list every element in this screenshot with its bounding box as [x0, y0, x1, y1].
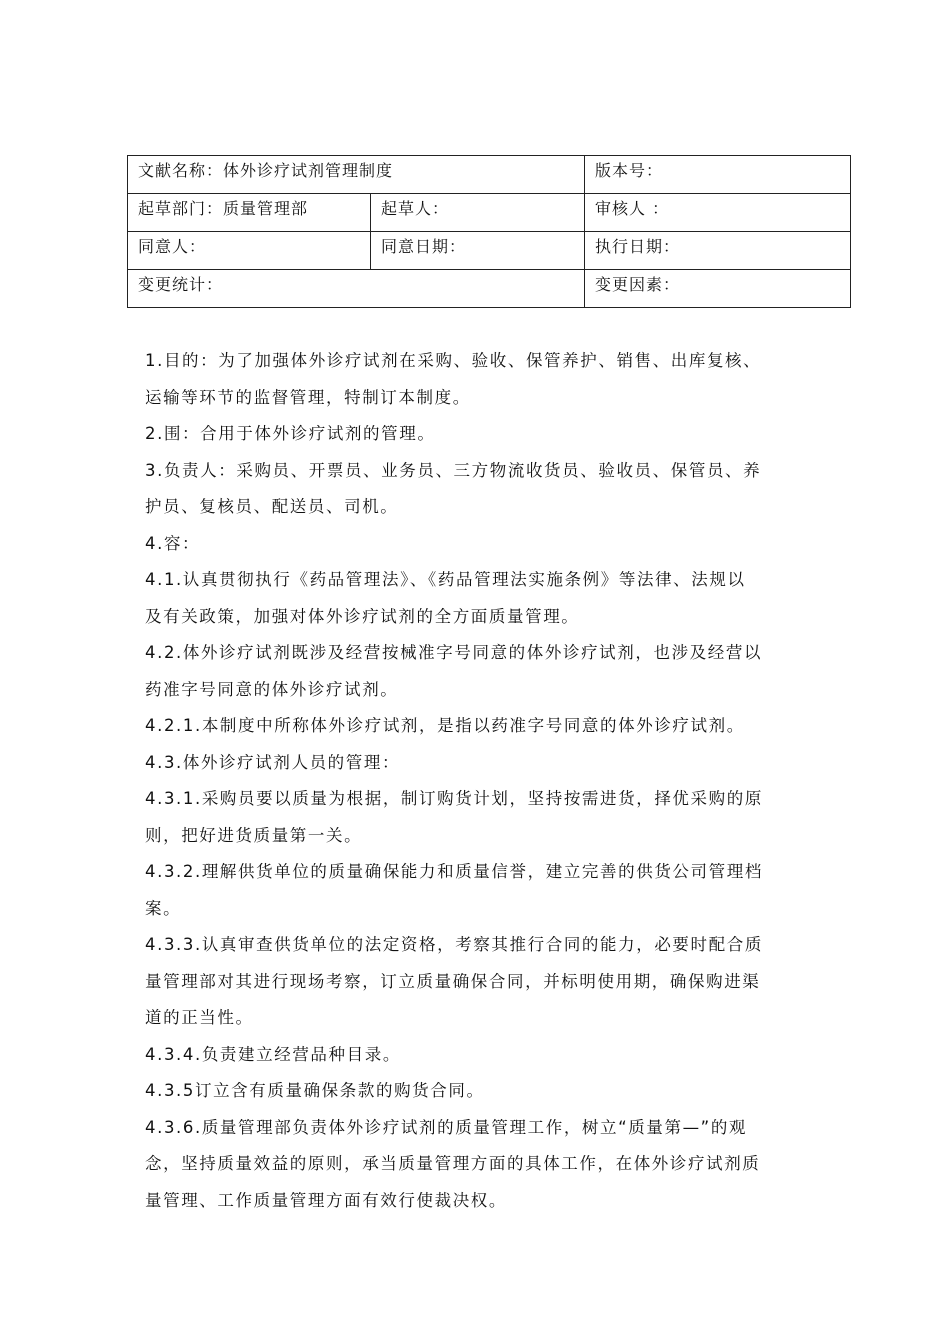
- header-row-1: [128, 156, 851, 194]
- header-row-4: [128, 270, 851, 308]
- body-line: 道的正当性。: [145, 1008, 254, 1027]
- body-line: 药准字号同意的体外诊疗试剂。: [145, 679, 399, 699]
- body-line: 4.3.1.采购员要以质量为根据，制订购货计划，坚持按需进货，择优采购的原: [145, 789, 763, 808]
- body-line: 4.1.认真贯彻执行《药品管理法》、《药品管理法实施条例》等法律、法规以: [145, 570, 746, 589]
- draft-dept-cell: 起草部门：质量管理部: [128, 194, 371, 232]
- body-line: 4.3.5订立含有质量确保条款的购货合同。: [145, 1081, 485, 1100]
- body-line: 4.3.3.认真审查供货单位的法定资格，考察其推行合同的能力，必要时配合质: [145, 935, 763, 954]
- document-body: [145, 343, 805, 1219]
- drafter-cell: 起草人：: [371, 194, 585, 232]
- body-line: 4.2.体外诊疗试剂既涉及经营按械准字号同意的体外诊疗试剂，也涉及经营以: [145, 643, 763, 662]
- body-line: 则，把好进货质量第一关。: [145, 825, 363, 845]
- body-line: 4.2.1.本制度中所称体外诊疗试剂，是指以药准字号同意的体外诊疗试剂。: [145, 716, 745, 735]
- body-line: 护员、复核员、配送员、司机。: [145, 497, 399, 516]
- doc-name-cell: 文献名称：体外诊疗试剂管理制度: [128, 156, 585, 194]
- header-row-3: [128, 232, 851, 270]
- change-reason-cell: 变更因素：: [585, 270, 851, 308]
- body-line: 4.3.2.理解供货单位的质量确保能力和质量信誉，建立完善的供货公司管理档: [145, 862, 763, 881]
- body-line: 案。: [145, 898, 182, 918]
- body-line: 运输等环节的监督管理，特制订本制度。: [145, 387, 471, 407]
- body-line: 4.3.6.质量管理部负责体外诊疗试剂的质量管理工作，树立“质量第—”的观: [145, 1117, 748, 1137]
- reviewer-cell: 审核人 ：: [585, 194, 851, 232]
- body-line: 量管理部对其进行现场考察，订立质量确保合同，并标明使用期，确保购进渠: [145, 971, 761, 991]
- body-line: 4.容：: [145, 533, 201, 553]
- body-line: 4.3.体外诊疗试剂人员的管理：: [145, 752, 401, 772]
- body-line: 3.负责人：采购员、开票员、业务员、三方物流收货员、验收员、保管员、养: [145, 460, 762, 480]
- document-header-table: [127, 155, 851, 308]
- approver-cell: 同意人：: [128, 232, 371, 270]
- change-stats-cell: 变更统计：: [128, 270, 585, 308]
- body-line: 量管理、工作质量管理方面有效行使裁决权。: [145, 1190, 507, 1210]
- body-line: 念，坚持质量效益的原则，承当质量管理方面的具体工作，在体外诊疗试剂质: [145, 1154, 761, 1173]
- approve-date-cell: 同意日期：: [371, 232, 585, 270]
- version-cell: 版本号：: [585, 156, 851, 194]
- body-line: 2.围：合用于体外诊疗试剂的管理。: [145, 424, 436, 443]
- body-line: 1.目的：为了加强体外诊疗试剂在采购、验收、保管养护、销售、出库复核、: [145, 351, 762, 370]
- exec-date-cell: 执行日期：: [585, 232, 851, 270]
- body-line: 4.3.4.负责建立经营品种目录。: [145, 1044, 401, 1064]
- header-row-2: [128, 194, 851, 232]
- body-line: 及有关政策，加强对体外诊疗试剂的全方面质量管理。: [145, 606, 580, 626]
